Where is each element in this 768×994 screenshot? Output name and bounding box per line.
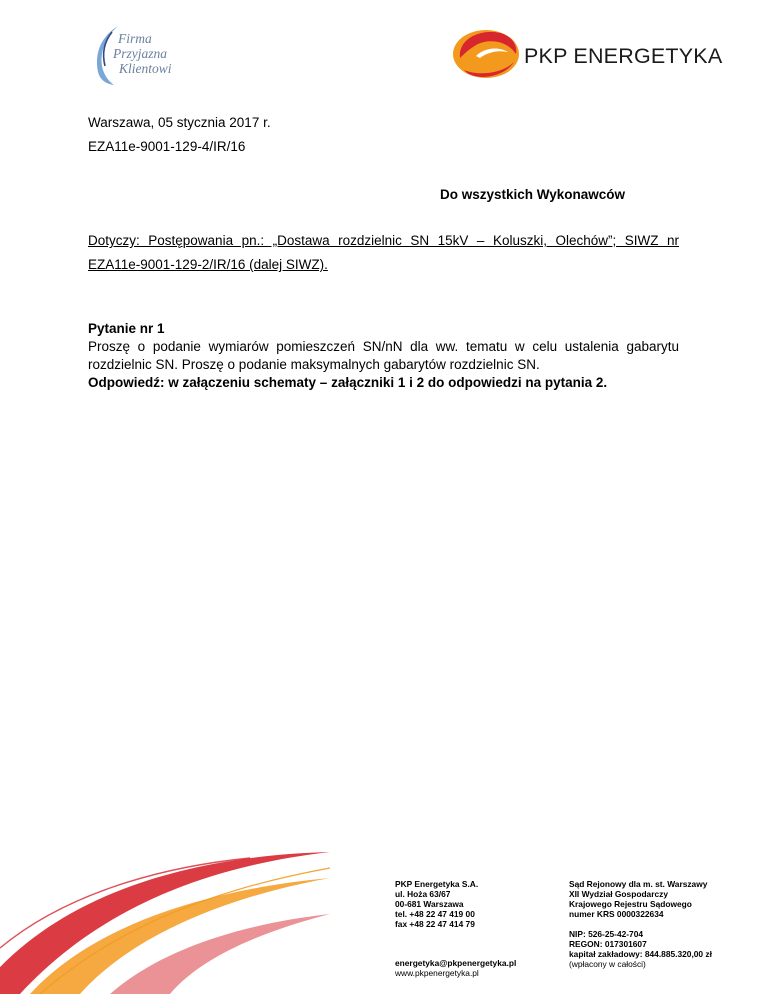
footer-court-3: Krajowego Rejestru Sądowego	[569, 899, 692, 909]
logo-line-klientowi: Klientowi	[119, 61, 172, 76]
footer-street: ul. Hoża 63/67	[395, 889, 451, 899]
footer-krs: numer KRS 0000322634	[569, 909, 664, 919]
flame-logo-icon	[452, 28, 522, 80]
answer-text: Odpowiedź: w załączeniu schematy – załączniki 1 i 2 do odpowiedzi na pytania 2.	[88, 375, 608, 390]
question-title: Pytanie nr 1	[88, 321, 165, 336]
logo-text: PKP ENERGETYKA	[524, 44, 723, 68]
decorative-swoosh-graphic	[0, 828, 420, 994]
pkp-energetyka-logo	[452, 28, 722, 80]
question-line-1: Proszę o podanie wymiarów pomieszczeń SN/nN dla ww. tematu w celu ustalenia gabarytu	[88, 339, 679, 354]
footer-city: 00-681 Warszawa	[395, 899, 464, 909]
footer-fax: fax +48 22 47 414 79	[395, 919, 475, 929]
footer-paid: (wpłacony w całości)	[569, 959, 646, 969]
footer-tel: tel. +48 22 47 419 00	[395, 909, 475, 919]
footer-email[interactable]: energetyka@pkpenergetyka.pl	[395, 958, 517, 968]
footer-capital: kapitał zakładowy: 844.885.320,00 zł	[569, 949, 712, 959]
footer-regon: REGON: 017301607	[569, 939, 647, 949]
footer-nip: NIP: 526-25-42-704	[569, 929, 644, 939]
footer-court-2: XII Wydział Gospodarczy	[569, 889, 668, 899]
subject-line-2: EZA11e-9001-129-2/IR/16 (dalej SIWZ).	[88, 257, 328, 272]
letter-date: Warszawa, 05 stycznia 2017 r.	[88, 115, 271, 130]
letter-reference: EZA11e-9001-129-4/IR/16	[88, 139, 246, 154]
subject-line-1: Dotyczy: Postępowania pn.: „Dostawa rozdzielnic SN 15kV – Koluszki, Olechów”; SIWZ nr	[88, 233, 679, 248]
footer-company-name: PKP Energetyka S.A.	[395, 879, 479, 889]
logo-line-firma: Firma	[118, 31, 152, 46]
logo-line-przyjazna: Przyjazna	[113, 46, 167, 61]
letter-recipient: Do wszystkich Wykonawców	[440, 187, 626, 202]
firma-przyjazna-klientowi-logo	[88, 22, 188, 86]
footer-court-1: Sąd Rejonowy dla m. st. Warszawy	[569, 879, 708, 889]
question-line-2: rozdzielnic SN. Proszę o podanie maksymalnych gabarytów rozdzielnic SN.	[88, 357, 540, 372]
footer-website[interactable]: www.pkpenergetyka.pl	[395, 968, 479, 978]
